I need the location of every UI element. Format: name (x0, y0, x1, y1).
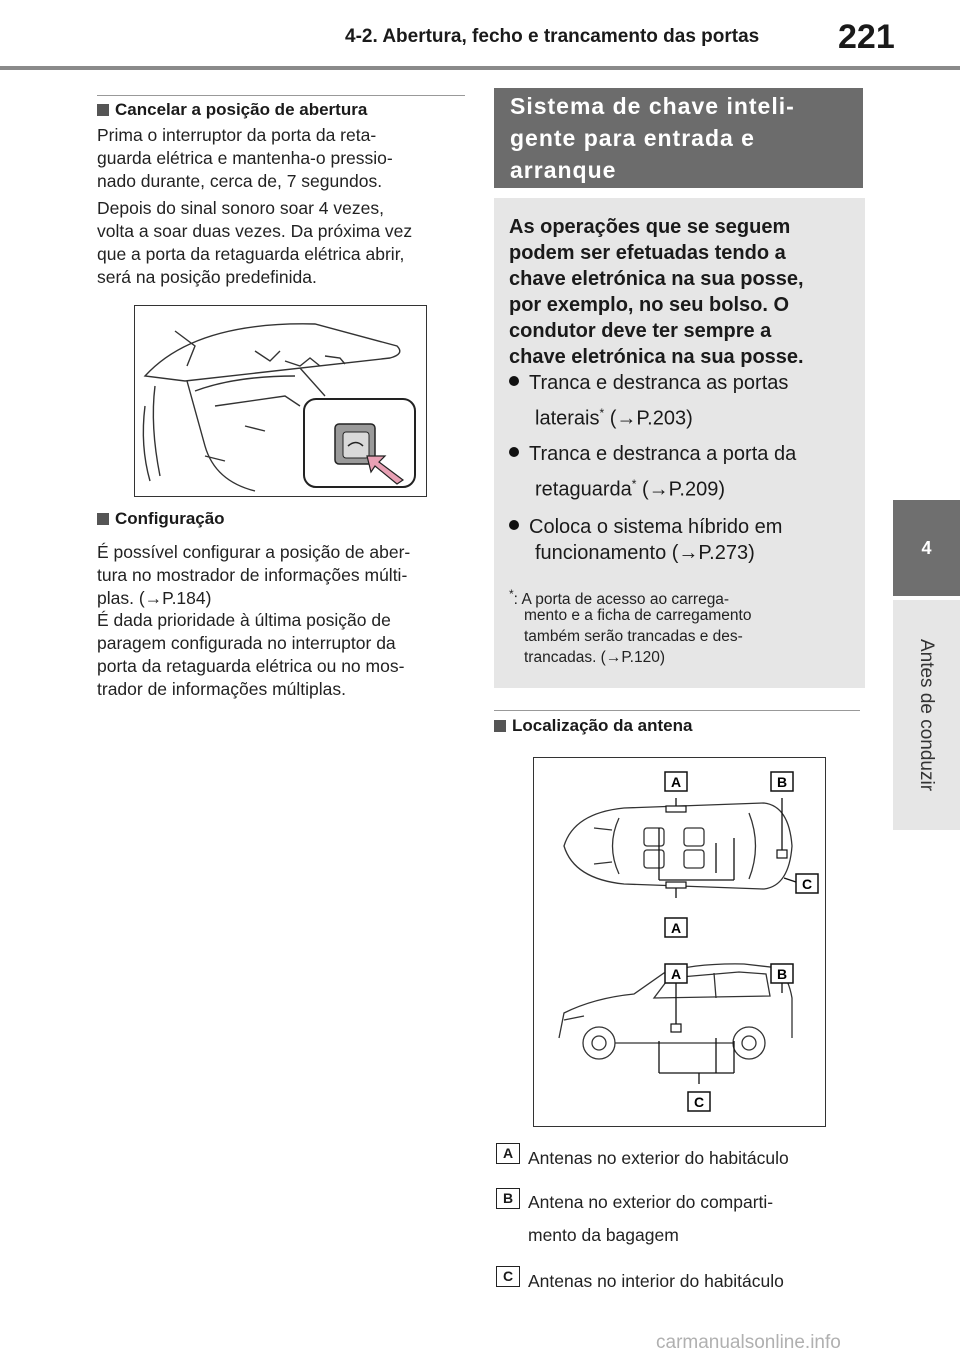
header-rule (0, 66, 960, 70)
diagram-label-c: C (693, 1094, 705, 1110)
intro-line: por exemplo, no seu bolso. O (509, 294, 790, 316)
legend-label-c: C (496, 1266, 520, 1287)
diagram-label-b: B (776, 774, 788, 790)
square-bullet-icon (97, 513, 109, 525)
intro-line: condutor deve ter sempre a (509, 320, 772, 342)
footnote-line: *: A porta de acesso ao carrega- (509, 587, 730, 609)
legend-text-c: Antenas no interior do habitáculo (528, 1271, 784, 1291)
tailgate-switch-illustration (134, 305, 427, 497)
car-top-view (564, 803, 792, 889)
diagram-label-b: B (776, 966, 788, 982)
square-bullet-icon (97, 104, 109, 116)
bullet-icon (509, 520, 519, 530)
section-title-box (494, 88, 863, 188)
watermark: carmanualsonline.info (656, 1332, 841, 1353)
intro-line: podem ser efetuadas tendo a (509, 242, 786, 264)
diagram-label-c: C (801, 876, 813, 892)
bullet-item-continuation: funcionamento (→P.273) (535, 542, 755, 564)
paragraph-config-2: É dada prioridade à última posição de paragem configurada no interruptor da porta da retaguarda elétrica ou no mos- trador de informações múltiplas. (97, 610, 405, 699)
bullet-item: Coloca o sistema híbrido em (509, 514, 782, 540)
paragraph-cancel-1: Prima o interruptor da porta da reta- guarda elétrica e mantenha-o pressio- nado durante, cerca de, 7 segundos. (97, 125, 393, 191)
section-heading-cancel: Cancelar a posição de abertura (97, 100, 367, 120)
section-heading-config: Configuração (97, 509, 225, 529)
section-title-line: arranque (510, 157, 617, 183)
diagram-label-a: A (670, 966, 682, 982)
section-heading-antenna: Localização da antena (494, 716, 692, 736)
legend-text-a: Antenas no exterior do habitáculo (528, 1148, 789, 1168)
page-number: 221 (838, 18, 895, 56)
chapter-tab-label: Antes de conduzir (916, 638, 938, 792)
bullet-icon (509, 447, 519, 457)
intro-line: chave eletrónica na sua posse, (509, 268, 804, 290)
bullet-icon (509, 376, 519, 386)
intro-line: As operações que se seguem (509, 216, 791, 238)
info-box (494, 198, 865, 688)
section-title-line: gente para entrada e (510, 125, 755, 151)
paragraph-cancel-2: Depois do sinal sonoro soar 4 vezes, volta a soar duas vezes. Da próxima vez que a porta da retaguarda elétrica abrir, será na posição predefinida. (97, 198, 413, 287)
bullet-item: Tranca e destranca a porta da (509, 441, 796, 467)
footnote-line: também serão trancadas e des- (524, 628, 743, 645)
bullet-item: Tranca e destranca as portas (509, 370, 788, 396)
legend-text-b-cont: mento da bagagem (528, 1225, 679, 1245)
legend-label-a: A (496, 1143, 520, 1164)
chapter-title: 4-2. Abertura, fecho e trancamento das portas (345, 26, 760, 47)
bullet-item-continuation: retaguarda* (→P.209) (535, 477, 725, 501)
paragraph-config-1: É possível configurar a posição de aber- tura no mostrador de informações múlti- plas. (→P.184) (97, 542, 411, 608)
bullet-item-continuation: laterais* (→P.203) (535, 406, 693, 430)
footnote-line: mento e a ficha de carregamento (524, 607, 752, 624)
antenna-location-diagram (533, 757, 826, 1127)
footnote-line: trancadas. (→P.120) (524, 649, 666, 666)
legend-text-b: Antena no exterior do comparti- (528, 1192, 774, 1212)
section-rule (97, 95, 465, 96)
diagram-label-a: A (670, 920, 682, 936)
diagram-label-a: A (670, 774, 682, 790)
section-title-line: Sistema de chave inteli- (510, 93, 795, 119)
square-bullet-icon (494, 720, 506, 732)
chapter-tab-number: 4 (893, 500, 960, 596)
section-rule (494, 710, 860, 711)
intro-line: chave eletrónica na sua posse. (509, 346, 804, 368)
legend-label-b: B (496, 1188, 520, 1209)
